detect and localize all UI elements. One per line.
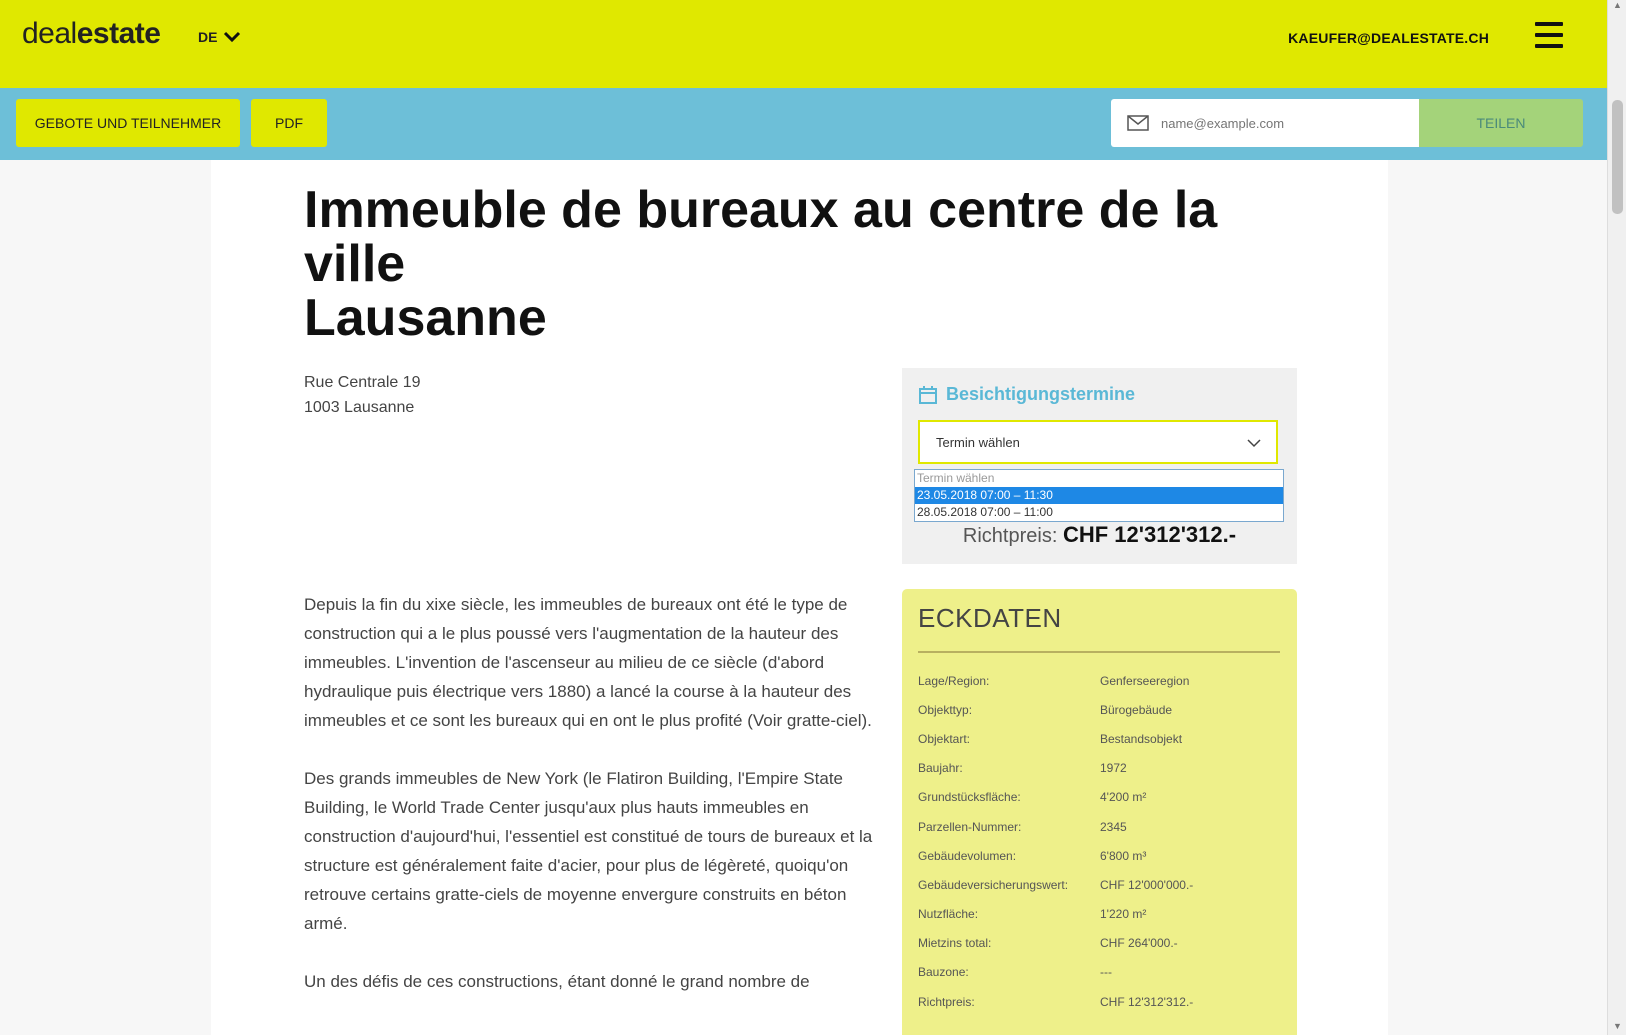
key-data-value: Bestandsobjekt	[1100, 731, 1183, 746]
key-data-divider	[918, 651, 1280, 653]
property-address	[304, 370, 421, 420]
scrollbar-thumb[interactable]	[1612, 100, 1623, 214]
top-navigation-bar	[0, 0, 1607, 88]
key-data-heading: ECKDATEN	[918, 603, 1062, 633]
calendar-icon	[918, 385, 938, 405]
key-data-label: Parzellen-Nummer:	[918, 819, 1022, 834]
appointment-select-value: Termin wählen	[936, 434, 1020, 450]
guide-price-label: Richtpreis:	[962, 525, 1058, 547]
key-data-label: Baujahr:	[918, 761, 963, 776]
key-data-label: Bauzone:	[918, 965, 969, 980]
dealestate-logo[interactable]	[22, 17, 160, 51]
logo-text-deal: deal	[22, 17, 77, 50]
address-city: 1003 Lausanne	[304, 399, 415, 416]
logo-text-estate: estate	[76, 17, 161, 50]
key-data-value: 6'800 m³	[1100, 848, 1147, 863]
share-email-field	[1111, 99, 1419, 147]
key-data-table	[918, 666, 1280, 1016]
key-data-row	[918, 754, 1280, 783]
key-data-row	[918, 900, 1280, 929]
key-data-label: Gebäudeversicherungswert:	[918, 877, 1069, 892]
key-data-label: Objekttyp:	[918, 702, 973, 717]
bids-and-participants-button[interactable]: GEBOTE UND TEILNEHMER	[16, 99, 240, 147]
key-data-label: Objektart:	[918, 731, 971, 746]
key-data-label: Richtpreis:	[918, 994, 975, 1009]
key-data-value: 2345	[1100, 819, 1127, 834]
scroll-down-arrow-icon[interactable]: ▼	[1613, 1021, 1622, 1031]
key-data-value: CHF 12'000'000.-	[1100, 877, 1194, 892]
key-data-row	[918, 724, 1280, 753]
key-data-row	[918, 870, 1280, 899]
key-data-row	[918, 841, 1280, 870]
pdf-button[interactable]: PDF	[251, 99, 327, 147]
vertical-scrollbar[interactable]	[1607, 0, 1626, 1035]
key-data-value: Bürogebäude	[1100, 702, 1173, 717]
key-data-value: ---	[1100, 965, 1112, 980]
key-data-row	[918, 812, 1280, 841]
title-line-2: Lausanne	[304, 289, 547, 347]
key-data-value: Genferseeregion	[1100, 673, 1190, 688]
description-paragraph: Depuis la fin du xixe siècle, les immeubles de bureaux ont été le type de construction qui a le plus poussé vers l'augmentation de la hauteur des immeubles. L'invention de l'ascenseur au milieu de ce siècle (d'abord hydraulique puis électrique vers 1880) a lancé la course à la hauteur des immeubles et ce sont les bureaux qui en ont le plus profité (Voir gratte-ciel).	[304, 595, 872, 730]
language-selector[interactable]	[198, 29, 241, 45]
title-line-1: Immeuble de bureaux au centre de la ville	[304, 181, 1218, 293]
hamburger-menu-icon[interactable]	[1535, 22, 1563, 48]
chevron-down-icon	[1246, 437, 1262, 449]
key-data-panel	[902, 589, 1297, 1035]
scroll-up-arrow-icon[interactable]: ▲	[1613, 0, 1622, 10]
key-data-row	[918, 666, 1280, 695]
appointment-option[interactable]: Termin wählen	[917, 471, 995, 485]
viewing-heading-text: Besichtigungstermine	[946, 384, 1136, 404]
viewing-heading	[918, 384, 1135, 405]
key-data-row	[918, 987, 1280, 1016]
key-data-label: Mietzins total:	[918, 936, 992, 951]
property-description	[304, 590, 884, 1025]
description-paragraph: Des grands immeubles de New York (le Flatiron Building, l'Empire State Building, le World Trade Center jusqu'aux plus hauts immeubles en construction d'aujourd'hui, l'essentiel est constitué de tours de bureaux et la structure est généralement faite d'acier, pour plus de légèreté, quoiqu'on retrouve certains gratte-ciels de moyenne envergure construits en béton armé.	[304, 769, 873, 933]
share-button[interactable]: TEILEN	[1419, 99, 1583, 147]
key-data-label: Lage/Region:	[918, 673, 990, 688]
key-data-label: Gebäudevolumen:	[918, 848, 1017, 863]
key-data-label: Grundstücksfläche:	[918, 790, 1021, 805]
key-data-value: 1'220 m²	[1100, 907, 1147, 922]
key-data-value: 1972	[1100, 761, 1127, 776]
page-title	[304, 183, 1294, 345]
guide-price	[902, 522, 1297, 548]
appointment-select[interactable]	[918, 420, 1278, 464]
language-label: DE	[198, 29, 218, 45]
envelope-icon	[1127, 115, 1149, 131]
chevron-down-icon	[223, 30, 241, 44]
key-data-row	[918, 783, 1280, 812]
key-data-value: CHF 264'000.-	[1100, 936, 1178, 951]
guide-price-value: CHF 12'312'312.-	[1062, 522, 1237, 547]
key-data-label: Nutzfläche:	[918, 907, 979, 922]
appointment-dropdown-list	[914, 469, 1284, 522]
appointment-option-selected[interactable]: 23.05.2018 07:00 – 11:30	[915, 487, 1283, 504]
appointment-option[interactable]: 28.05.2018 07:00 – 11:00	[917, 505, 1053, 519]
share-email-input[interactable]	[1159, 115, 1403, 132]
key-data-value: 4'200 m²	[1100, 790, 1147, 805]
address-street: Rue Centrale 19	[304, 374, 421, 391]
viewing-appointments-panel	[902, 368, 1297, 564]
user-email-link[interactable]: KAEUFER@DEALESTATE.CH	[1288, 30, 1489, 46]
key-data-value: CHF 12'312'312.-	[1100, 994, 1194, 1009]
key-data-row	[918, 929, 1280, 958]
action-bar	[0, 88, 1607, 160]
description-paragraph: Un des défis de ces constructions, étant donné le grand nombre de	[304, 972, 810, 991]
key-data-row	[918, 695, 1280, 724]
key-data-row	[918, 958, 1280, 987]
